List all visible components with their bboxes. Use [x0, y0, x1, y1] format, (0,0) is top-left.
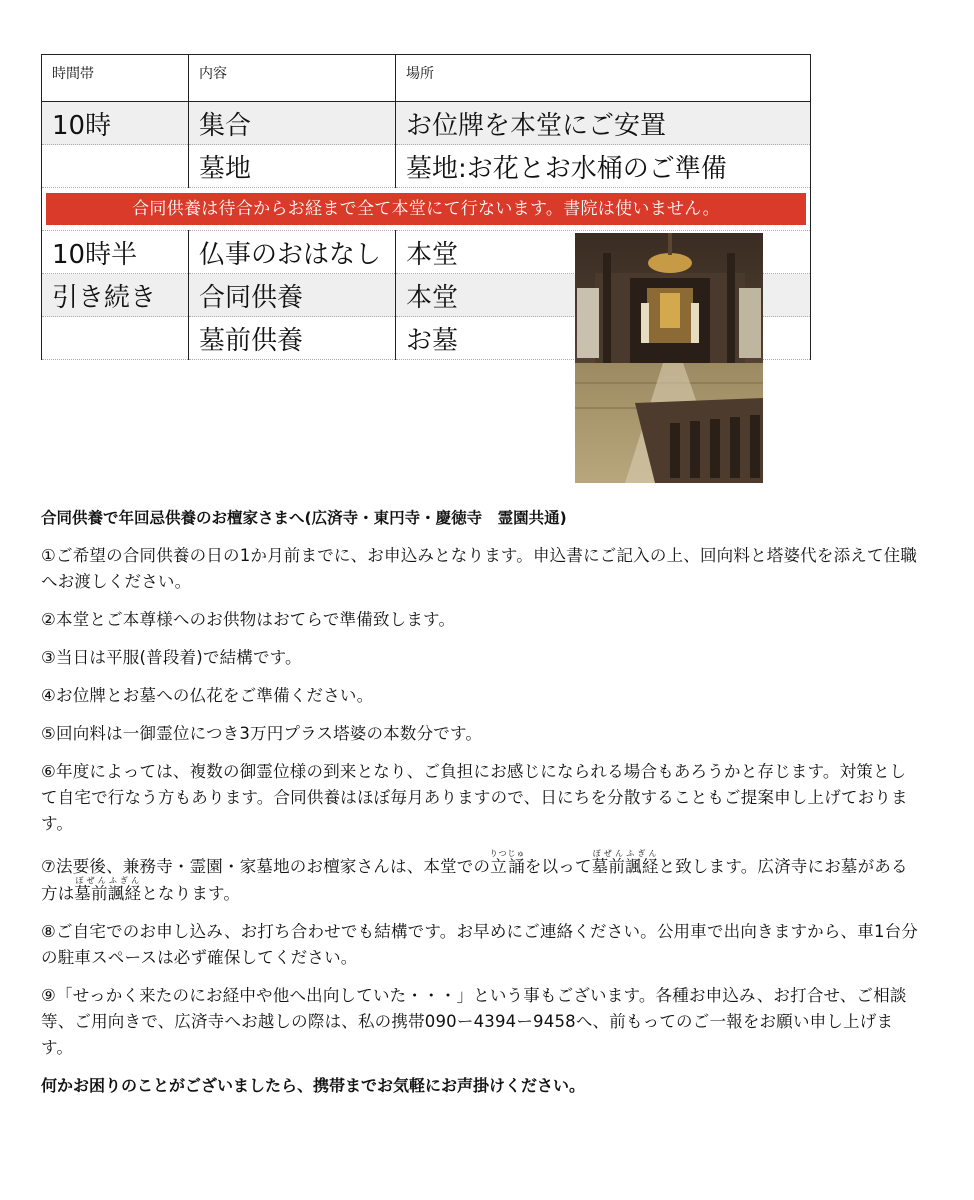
item7-text-d: となります。 [141, 884, 241, 903]
cell-content: 合同供養 [189, 274, 396, 317]
cell-content: 墓前供養 [189, 317, 396, 360]
table-header-row [42, 55, 811, 102]
ruby-base: 墓前諷経 [591, 857, 659, 876]
item7-text-a: ⑦法要後、兼務寺・霊園・家墓地のお檀家さんは、本堂での [41, 857, 491, 876]
ruby-reading: りつじゅ [489, 849, 526, 858]
cell-time [42, 145, 189, 188]
cell-content: 集合 [189, 102, 396, 145]
section-heading: 合同供養で年回忌供養のお檀家さまへ(広済寺・東円寺・慶徳寺 霊園共通) [41, 509, 567, 527]
notice-banner: 合同供養は待合からお経まで全て本堂にて行ないます。書院は使いません。 [46, 193, 806, 225]
guidance-item-3: ③当日は平服(普段着)で結構です。 [41, 648, 302, 667]
guidance-item-5: ⑤回向料は一御霊位につき3万円プラス塔婆の本数分です。 [41, 724, 483, 743]
guidance-item-6: ⑥年度によっては、複数の御霊位様の到来となり、ご負担にお感じになられる場合もあろうかと存じます。対策として自宅で行なう方もあります。合同供養はほぼ毎月ありますので、日にちを分散することもご提案申し上げております。 [41, 762, 908, 833]
guidance-text [41, 505, 921, 1099]
cell-place: お位牌を本堂にご安置 [396, 102, 811, 145]
guidance-item-2: ②本堂とご本尊様へのお供物はおてらで準備致します。 [41, 610, 456, 629]
cell-place: 本堂 [396, 231, 811, 274]
cell-content: 仏事のおはなし [189, 231, 396, 274]
notice-row [42, 188, 811, 231]
guidance-item-1: ①ご希望の合同供養の日の1か月前までに、お申込みとなります。申込書にご記入の上、回向料と塔婆代を添えて住職へお渡しください。 [41, 546, 918, 591]
guidance-item-7 [41, 849, 921, 907]
guidance-item-9: ⑨「せっかく来たのにお経中や他へ出向していた・・・」という事もございます。各種お申込み、お打合せ、ご相談等、ご用向きで、広済寺へお越しの際は、私の携帯090ー4394ー9458へ、前もってのご一報をお願い申し上げます。 [41, 986, 907, 1057]
notice-cell [42, 188, 811, 231]
ruby-reading: ぼぜんふぎん [591, 849, 659, 858]
cell-time: 引き続き [42, 274, 189, 317]
cell-place: 墓地:お花とお水桶のご準備 [396, 145, 811, 188]
cell-time [42, 317, 189, 360]
cell-place: 本堂 [396, 274, 811, 317]
guidance-item-8: ⑧ご自宅でのお申し込み、お打ち合わせでも結構です。お早めにご連絡ください。公用車で出向きますから、車1台分の駐車スペースは必ず確保してください。 [41, 922, 919, 967]
table-row [42, 145, 811, 188]
cell-content: 墓地 [189, 145, 396, 188]
guidance-item-4: ④お位牌とお墓への仏花をご準備ください。 [41, 686, 374, 705]
table-row [42, 102, 811, 145]
cell-place: お墓 [396, 317, 811, 360]
item7-text-c: と致します。広済寺にお墓がある方は [41, 857, 908, 903]
ruby-bozenfugin [74, 876, 142, 903]
ruby-reading: ぼぜんふぎん [74, 876, 142, 885]
cell-time: 10時 [42, 102, 189, 145]
ruby-base: 墓前諷経 [74, 884, 142, 903]
ruby-bozenfugin [591, 849, 659, 876]
header-time: 時間帯 [42, 55, 189, 102]
ruby-rittsuju [489, 849, 526, 876]
header-content: 内容 [189, 55, 396, 102]
cell-time: 10時半 [42, 231, 189, 274]
item7-text-b: を以って [524, 857, 592, 876]
header-place: 場所 [396, 55, 811, 102]
closing-note: 何かお困りのことがございましたら、携帯までお気軽にお声掛けください。 [41, 1076, 586, 1095]
ruby-base: 立誦 [489, 857, 526, 876]
temple-hall-photo [575, 233, 763, 483]
